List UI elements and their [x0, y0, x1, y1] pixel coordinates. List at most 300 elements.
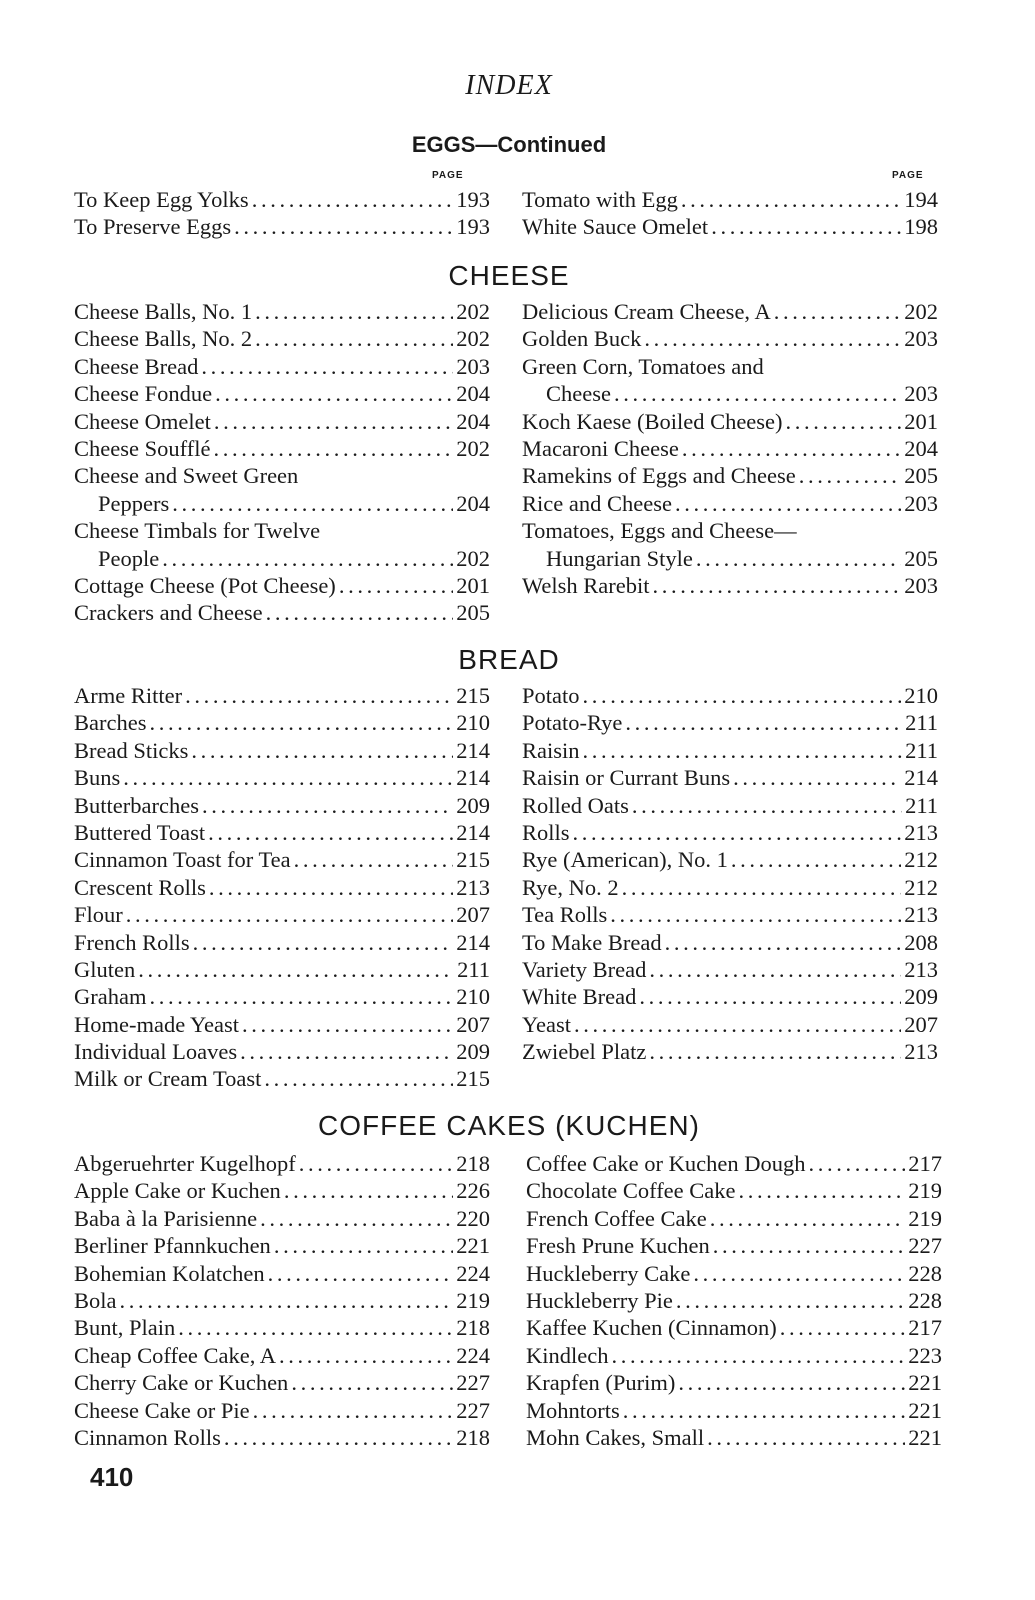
entry-label: Arme Ritter [74, 683, 183, 708]
cheese-right-column [522, 298, 938, 599]
leader-dots [213, 435, 453, 462]
entry-label: Zwiebel Platz [522, 1039, 647, 1065]
index-entry [74, 490, 490, 517]
section-title-cheese: CHEESE [448, 260, 570, 291]
index-entry [522, 819, 938, 846]
eggs-left-column [74, 186, 490, 241]
coffee-cakes-right-column [526, 1150, 942, 1451]
index-entry [74, 764, 490, 791]
entry-label: Butterbarches [74, 792, 199, 818]
index-entry [74, 983, 490, 1010]
leader-dots [731, 846, 901, 873]
index-entry [74, 956, 490, 983]
index-entry [522, 1038, 938, 1065]
entry-page-number: 214 [456, 819, 490, 845]
entry-page-number: 202 [456, 545, 490, 571]
entry-page-number: 209 [456, 792, 490, 818]
entry-label: Potato-Rye [522, 710, 623, 736]
coffee-cakes-left-column [74, 1150, 490, 1451]
entry-page-number: 203 [456, 353, 490, 379]
entry-label: Home-made Yeast [74, 1011, 239, 1037]
index-entry [74, 186, 490, 213]
leader-dots [149, 983, 453, 1010]
page-number: 410 [90, 1462, 134, 1492]
entry-label: Bohemian Kolatchen [74, 1260, 265, 1286]
entry-label: Berliner Pfannkuchen [74, 1233, 271, 1259]
leader-dots [696, 545, 901, 572]
entry-page-number: 205 [904, 545, 938, 571]
leader-dots [149, 709, 453, 736]
leader-dots [739, 1177, 906, 1204]
entry-label: Ramekins of Eggs and Cheese [522, 463, 796, 489]
index-entry [522, 956, 938, 983]
bread-left-column [74, 682, 490, 1093]
entry-page-number: 208 [904, 929, 938, 955]
index-entry [522, 792, 938, 819]
entry-label: Rice and Cheese [522, 490, 672, 516]
leader-dots [799, 462, 902, 489]
index-entry [74, 1397, 490, 1424]
leader-dots [573, 819, 902, 846]
leader-dots [260, 1205, 453, 1232]
leader-dots [126, 901, 453, 928]
index-entry [74, 298, 490, 325]
entry-label: Peppers [98, 490, 170, 516]
leader-dots [242, 1011, 453, 1038]
entry-page-number: 213 [904, 819, 938, 845]
index-entry [74, 1011, 490, 1038]
leader-dots [202, 792, 453, 819]
index-entry [74, 874, 490, 901]
entry-label: Cheese Omelet [74, 408, 211, 434]
entry-page-number: 212 [904, 874, 938, 900]
index-entry [522, 901, 938, 928]
bread-right-column [522, 682, 938, 1065]
leader-dots [294, 846, 454, 873]
entry-page-number: 203 [904, 326, 938, 352]
entry-page-number: 227 [456, 1370, 490, 1396]
index-entry [526, 1205, 942, 1232]
entry-page-number: 227 [908, 1233, 942, 1259]
entry-page-number: 217 [908, 1151, 942, 1176]
index-entry [74, 1150, 490, 1177]
leader-dots [253, 1397, 454, 1424]
entry-label: Cherry Cake or Kuchen [74, 1370, 289, 1396]
leader-dots [710, 1205, 905, 1232]
entry-label: Buttered Toast [74, 819, 206, 845]
entry-label: Macaroni Cheese [522, 435, 679, 461]
index-entry [74, 846, 490, 873]
index-entry [74, 517, 490, 544]
section-title-bread: BREAD [458, 644, 560, 675]
leader-dots [274, 1232, 453, 1259]
leader-dots [583, 682, 902, 709]
leader-dots [209, 874, 453, 901]
index-entry [526, 1314, 942, 1341]
entry-label: Tea Rolls [522, 902, 608, 928]
leader-dots [138, 956, 454, 983]
entry-label: Gluten [74, 956, 136, 982]
leader-dots [644, 325, 901, 352]
index-entry [526, 1232, 942, 1259]
index-entry [74, 1038, 490, 1065]
entry-label: Kaffee Kuchen (Cinnamon) [526, 1315, 777, 1341]
index-entry [522, 408, 938, 435]
index-entry [522, 186, 938, 213]
entry-page-number: 221 [908, 1397, 942, 1423]
leader-dots [707, 1424, 905, 1451]
entry-label: Variety Bread [522, 956, 647, 982]
index-entry [74, 737, 490, 764]
leader-dots [632, 792, 902, 819]
index-entry [522, 462, 938, 489]
entry-page-number: 203 [904, 490, 938, 516]
entry-label: Crescent Rolls [74, 874, 206, 900]
entry-page-number: 205 [904, 463, 938, 489]
index-entry [526, 1369, 942, 1396]
leader-dots [649, 956, 901, 983]
index-entry [522, 764, 938, 791]
index-entry [74, 599, 490, 626]
index-entry [74, 1232, 490, 1259]
entry-page-number: 201 [456, 572, 490, 598]
entry-label: Krapfen (Purim) [526, 1370, 676, 1396]
entry-page-number: 193 [456, 187, 490, 212]
entry-label: Hungarian Style [546, 545, 693, 571]
index-entry [74, 380, 490, 407]
leader-dots [676, 1287, 905, 1314]
entry-label: Apple Cake or Kuchen [74, 1178, 281, 1204]
leader-dots [711, 213, 901, 240]
entry-label: Mohntorts [526, 1397, 620, 1423]
entry-page-number: 193 [456, 214, 490, 240]
entry-page-number: 224 [456, 1342, 490, 1368]
index-entry [522, 298, 938, 325]
entry-page-number: 214 [456, 929, 490, 955]
entry-label: Cheese and Sweet Green [74, 463, 299, 489]
entry-label: Rolled Oats [522, 792, 629, 818]
entry-page-number: 207 [904, 1011, 938, 1037]
entry-label: To Make Bread [522, 929, 662, 955]
index-entry [74, 435, 490, 462]
index-entry [522, 325, 938, 352]
entry-label: People [98, 545, 160, 571]
leader-dots [193, 929, 454, 956]
entry-label: Raisin [522, 737, 580, 763]
entry-label: Cheese Bread [74, 353, 199, 379]
entry-page-number: 213 [904, 902, 938, 928]
leader-dots [279, 1342, 453, 1369]
entry-page-number: 219 [908, 1178, 942, 1204]
entry-page-number: 214 [456, 737, 490, 763]
entry-label: Rye, No. 2 [522, 874, 619, 900]
leader-dots [339, 572, 453, 599]
index-entry [74, 325, 490, 352]
leader-dots [214, 408, 453, 435]
eggs-right-column [522, 186, 938, 241]
entry-page-number: 211 [905, 792, 938, 818]
index-entry [74, 682, 490, 709]
entry-page-number: 204 [456, 381, 490, 407]
page-column-label-left: PAGE [432, 170, 464, 181]
leader-dots [264, 1065, 453, 1092]
index-entry [526, 1260, 942, 1287]
index-entry [526, 1397, 942, 1424]
leader-dots [215, 380, 453, 407]
entry-label: Bunt, Plain [74, 1315, 176, 1341]
index-entry [74, 709, 490, 736]
index-entry [522, 490, 938, 517]
entry-label: Crackers and Cheese [74, 600, 263, 626]
leader-dots [120, 1287, 454, 1314]
leader-dots [649, 1038, 901, 1065]
leader-dots [713, 1232, 906, 1259]
leader-dots [201, 353, 453, 380]
entry-label: Baba à la Parisienne [74, 1205, 258, 1231]
index-entry [522, 572, 938, 599]
entry-label: Bread Sticks [74, 737, 189, 763]
section-title-coffee-cakes: COFFEE CAKES (KUCHEN) [318, 1110, 700, 1141]
entry-label: Cinnamon Toast for Tea [74, 847, 291, 873]
leader-dots [780, 1314, 906, 1341]
entry-label: French Coffee Cake [526, 1205, 707, 1231]
entry-page-number: 201 [904, 408, 938, 434]
entry-page-number: 204 [456, 490, 490, 516]
index-entry [74, 792, 490, 819]
entry-page-number: 221 [456, 1233, 490, 1259]
entry-page-number: 227 [456, 1397, 490, 1423]
entry-page-number: 213 [456, 874, 490, 900]
leader-dots [178, 1314, 453, 1341]
index-entry [522, 874, 938, 901]
entry-label: Huckleberry Pie [526, 1287, 673, 1313]
entry-page-number: 203 [904, 572, 938, 598]
entry-page-number: 202 [904, 299, 938, 324]
leader-dots [622, 874, 902, 901]
index-entry [522, 517, 938, 544]
index-entry [74, 408, 490, 435]
entry-label: Graham [74, 984, 147, 1010]
index-entry [522, 380, 938, 407]
index-entry [522, 929, 938, 956]
entry-label: Tomatoes, Eggs and Cheese— [522, 518, 797, 544]
index-entry [74, 1424, 490, 1451]
leader-dots [299, 1150, 453, 1177]
leader-dots [252, 186, 454, 213]
entry-label: Raisin or Currant Buns [522, 765, 731, 791]
entry-label: Abgeruehrter Kugelhopf [74, 1151, 296, 1176]
index-entry [522, 545, 938, 572]
entry-label: Green Corn, Tomatoes and [522, 353, 764, 379]
index-entry [522, 1011, 938, 1038]
index-entry [74, 1342, 490, 1369]
leader-dots [611, 1342, 905, 1369]
entry-page-number: 204 [904, 435, 938, 461]
entry-page-number: 219 [908, 1205, 942, 1231]
entry-label: Kindlech [526, 1342, 609, 1368]
entry-label: Cheese Balls, No. 1 [74, 299, 253, 324]
entry-page-number: 218 [456, 1315, 490, 1341]
entry-page-number: 210 [456, 984, 490, 1010]
leader-dots [208, 819, 453, 846]
index-entry [74, 1260, 490, 1287]
leader-dots [733, 764, 901, 791]
entry-label: Cinnamon Rolls [74, 1424, 221, 1450]
entry-label: Bola [74, 1287, 117, 1313]
entry-label: Buns [74, 765, 121, 791]
entry-page-number: 223 [908, 1342, 942, 1368]
entry-label: Cheese Timbals for Twelve [74, 518, 321, 544]
entry-page-number: 221 [908, 1370, 942, 1396]
index-entry [74, 462, 490, 489]
index-entry [74, 1065, 490, 1092]
leader-dots [625, 709, 902, 736]
entry-page-number: 220 [456, 1205, 490, 1231]
index-entry [526, 1342, 942, 1369]
index-entry [74, 929, 490, 956]
entry-label: Rolls [522, 819, 570, 845]
entry-page-number: 214 [904, 765, 938, 791]
entry-page-number: 207 [456, 1011, 490, 1037]
entry-label: Delicious Cream Cheese, A [522, 299, 771, 324]
entry-label: Cheese Fondue [74, 381, 213, 407]
leader-dots [224, 1424, 453, 1451]
entry-page-number: 218 [456, 1424, 490, 1450]
leader-dots [191, 737, 453, 764]
leader-dots [774, 298, 902, 325]
index-entry [522, 213, 938, 240]
index-entry [74, 545, 490, 572]
entry-page-number: 215 [456, 683, 490, 708]
leader-dots [614, 380, 901, 407]
leader-dots [693, 1260, 905, 1287]
index-entry [522, 737, 938, 764]
leader-dots [291, 1369, 453, 1396]
index-entry [522, 435, 938, 462]
entry-page-number: 218 [456, 1151, 490, 1176]
entry-label: Coffee Cake or Kuchen Dough [526, 1151, 806, 1176]
entry-label: Tomato with Egg [522, 187, 678, 212]
leader-dots [268, 1260, 454, 1287]
entry-label: Cheap Coffee Cake, A [74, 1342, 277, 1368]
entry-page-number: 228 [908, 1260, 942, 1286]
leader-dots [172, 490, 453, 517]
entry-page-number: 202 [456, 435, 490, 461]
index-entry [74, 1314, 490, 1341]
index-entry [526, 1150, 942, 1177]
entry-label: Cheese Soufflé [74, 435, 211, 461]
entry-label: Cottage Cheese (Pot Cheese) [74, 572, 336, 598]
leader-dots [665, 929, 902, 956]
index-entry [74, 1205, 490, 1232]
leader-dots [809, 1150, 906, 1177]
index-entry [522, 846, 938, 873]
entry-page-number: 219 [456, 1287, 490, 1313]
entry-label: Koch Kaese (Boiled Cheese) [522, 408, 783, 434]
index-entry [74, 1287, 490, 1314]
index-entry [74, 213, 490, 240]
entry-page-number: 209 [904, 984, 938, 1010]
leader-dots [240, 1038, 453, 1065]
entry-label: White Bread [522, 984, 637, 1010]
entry-label: Golden Buck [522, 326, 642, 352]
entry-page-number: 203 [904, 381, 938, 407]
leader-dots [266, 599, 454, 626]
index-entry [74, 353, 490, 380]
entry-page-number: 210 [456, 710, 490, 736]
leader-dots [623, 1397, 905, 1424]
leader-dots [234, 213, 453, 240]
entry-label: Welsh Rarebit [522, 572, 650, 598]
entry-page-number: 213 [904, 956, 938, 982]
index-entry [526, 1287, 942, 1314]
entry-page-number: 202 [456, 299, 490, 324]
entry-label: Rye (American), No. 1 [522, 847, 728, 873]
entry-page-number: 211 [905, 710, 938, 736]
entry-label: Yeast [522, 1011, 571, 1037]
entry-label: Flour [74, 902, 123, 928]
leader-dots [162, 545, 453, 572]
leader-dots [682, 435, 901, 462]
running-head: INDEX [465, 70, 553, 101]
leader-dots [639, 983, 901, 1010]
entry-page-number: 204 [456, 408, 490, 434]
leader-dots [284, 1177, 453, 1204]
entry-page-number: 213 [904, 1039, 938, 1065]
section-title-eggs: EGGS—Continued [411, 132, 607, 157]
entry-label: Potato [522, 683, 580, 708]
entry-label: White Sauce Omelet [522, 214, 709, 240]
entry-page-number: 207 [456, 902, 490, 928]
entry-label: Barches [74, 710, 147, 736]
entry-page-number: 217 [908, 1315, 942, 1341]
entry-label: Individual Loaves [74, 1039, 238, 1065]
entry-page-number: 211 [457, 956, 490, 982]
index-entry [526, 1424, 942, 1451]
entry-page-number: 212 [904, 847, 938, 873]
entry-label: Cheese Cake or Pie [74, 1397, 250, 1423]
entry-page-number: 198 [904, 214, 938, 240]
index-entry [74, 901, 490, 928]
entry-page-number: 202 [456, 326, 490, 352]
entry-page-number: 215 [456, 1066, 490, 1092]
entry-label: Chocolate Coffee Cake [526, 1178, 736, 1204]
index-entry [522, 983, 938, 1010]
leader-dots [786, 408, 902, 435]
index-entry [74, 1177, 490, 1204]
entry-label: Fresh Prune Kuchen [526, 1233, 710, 1259]
leader-dots [123, 764, 453, 791]
index-entry [522, 353, 938, 380]
leader-dots [681, 186, 901, 213]
entry-label: Milk or Cream Toast [74, 1066, 262, 1092]
page-column-label-right: PAGE [892, 170, 924, 181]
index-entry [74, 819, 490, 846]
entry-page-number: 228 [908, 1287, 942, 1313]
entry-page-number: 214 [456, 765, 490, 791]
entry-page-number: 194 [904, 187, 938, 212]
entry-page-number: 215 [456, 847, 490, 873]
leader-dots [610, 901, 901, 928]
entry-label: Huckleberry Cake [526, 1260, 691, 1286]
entry-page-number: 209 [456, 1039, 490, 1065]
entry-page-number: 226 [456, 1178, 490, 1204]
entry-label: French Rolls [74, 929, 190, 955]
entry-label: Mohn Cakes, Small [526, 1424, 705, 1450]
entry-label: To Preserve Eggs [74, 214, 232, 240]
leader-dots [678, 1369, 905, 1396]
entry-page-number: 205 [456, 600, 490, 626]
